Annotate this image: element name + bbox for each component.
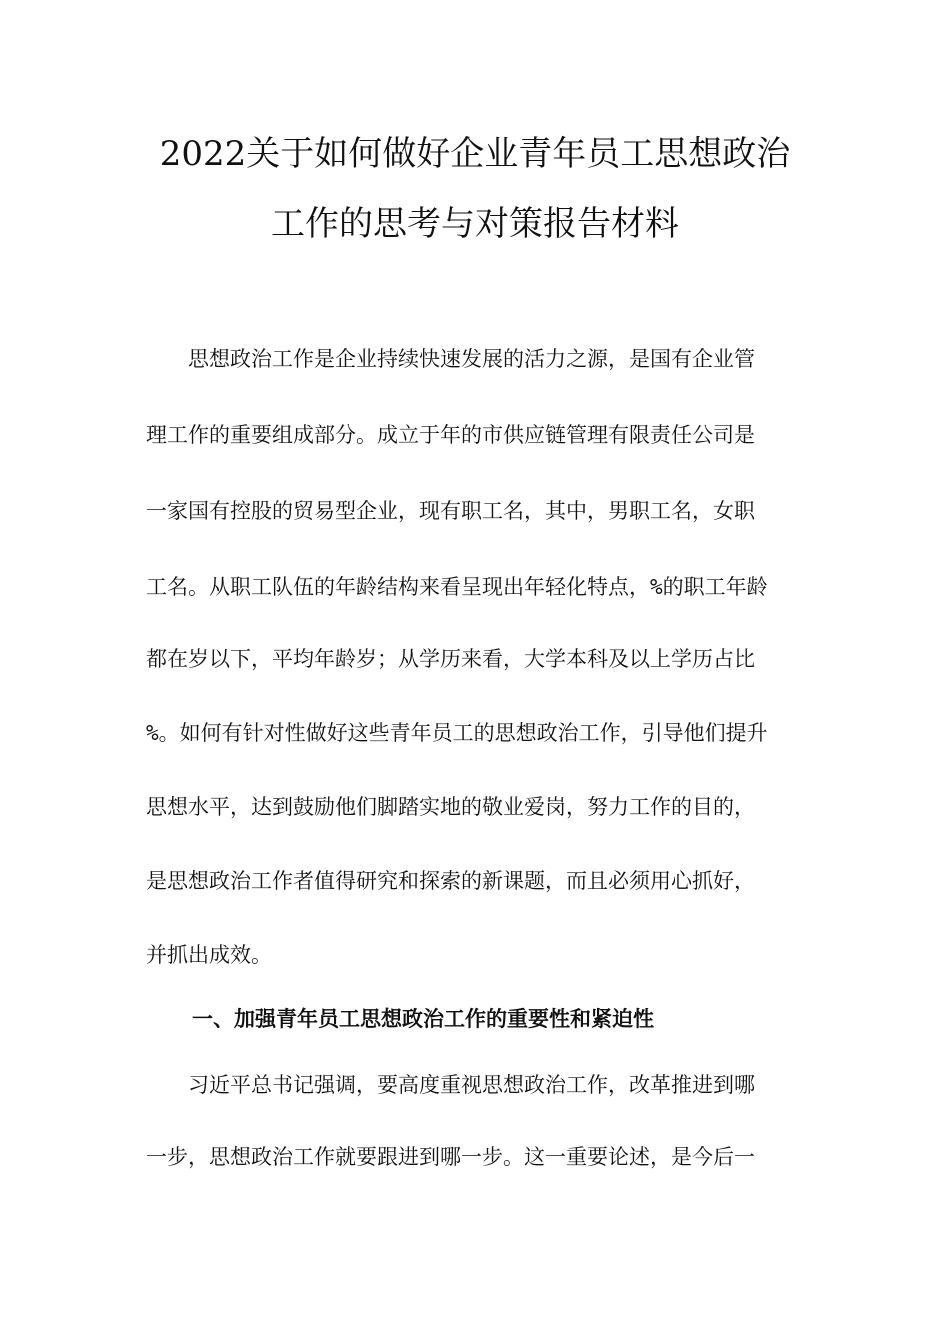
paragraph-1-line-3: 一家国有控股的贸易型企业，现有职工名，其中，男职工名，女职 [146, 499, 755, 523]
paragraph-1-line-7: 思想水平，达到鼓励他们脚踏实地的敬业爱岗，努力工作的目的， [146, 795, 755, 819]
document-title-line-2: 工作的思考与对策报告材料 [271, 204, 679, 244]
paragraph-1-line-8: 是思想政治工作者值得研究和探索的新课题，而且必须用心抓好， [146, 869, 755, 893]
paragraph-1-line-2: 理工作的重要组成部分。成立于年的市供应链管理有限责任公司是 [146, 423, 755, 447]
paragraph-1-line-9: 并抓出成效。 [146, 943, 272, 967]
paragraph-1-line-6: %。如何有针对性做好这些青年员工的思想政治工作，引导他们提升 [146, 721, 768, 745]
paragraph-1-line-1: 思想政治工作是企业持续快速发展的活力之源，是国有企业管 [146, 347, 755, 371]
paragraph-2-line-1: 习近平总书记强调，要高度重视思想政治工作，改革推进到哪 [146, 1073, 755, 1097]
document-title-line-1: 2022关于如何做好企业青年员工思想政治 [159, 134, 791, 174]
paragraph-1-line-4: 工名。从职工队伍的年龄结构来看呈现出年轻化特点，%的职工年龄 [146, 575, 768, 599]
paragraph-1-line-5: 都在岁以下，平均年龄岁；从学历来看，大学本科及以上学历占比 [146, 647, 755, 671]
section-heading-1: 一、加强青年员工思想政治工作的重要性和紧迫性 [192, 1007, 654, 1031]
paragraph-2-line-2: 一步，思想政治工作就要跟进到哪一步。这一重要论述，是今后一 [146, 1145, 755, 1169]
